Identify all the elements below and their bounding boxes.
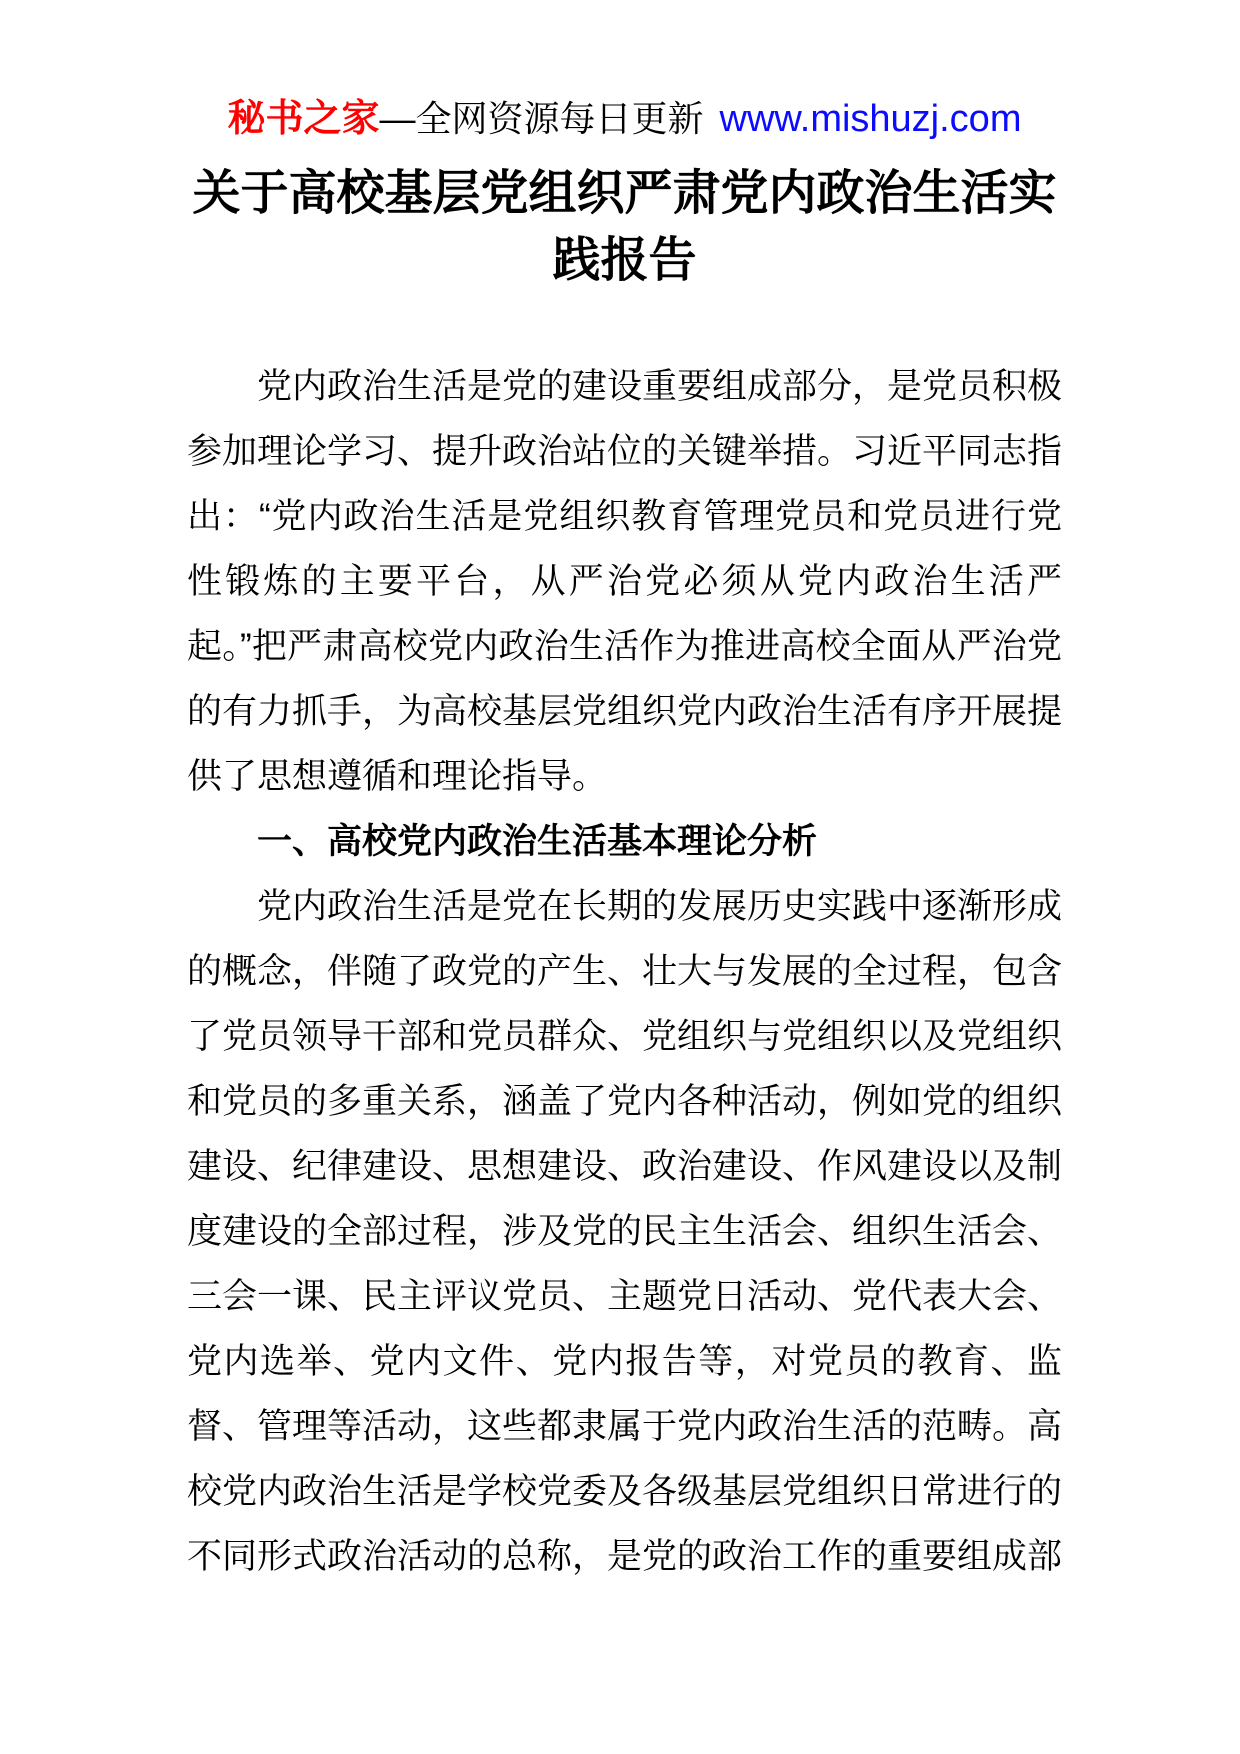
paragraph-intro: 党内政治生活是党的建设重要组成部分，是党员积极参加理论学习、提升政治站位的关键举措。习近平同志指出：“党内政治生活是党组织教育管理党员和党员进行党性锻炼的主要平台，从严治党必须从党内政治生活严起。”把严肃高校党内政治生活作为推进高校全面从严治党的有力抓手，为高校基层党组织党内政治生活有序开展提供了思想遵循和理论指导。 xyxy=(187,367,1063,796)
document-body xyxy=(187,354,1062,1589)
section-heading-1: 一、高校党内政治生活基本理论分析 xyxy=(257,822,818,861)
page-header xyxy=(187,0,1062,144)
site-tagline: —全网资源每日更新 xyxy=(379,98,714,139)
site-name: 秘书之家 xyxy=(227,98,380,140)
site-url-link[interactable]: www.mishuzj.com xyxy=(719,98,1022,140)
paragraph-section-1-body: 党内政治生活是党在长期的发展历史实践中逐渐形成的概念，伴随了政党的产生、壮大与发展的全过程，包含了党员领导干部和党员群众、党组织与党组织以及党组织和党员的多重关系，涵盖了党内各种活动，例如党的组织建设、纪律建设、思想建设、政治建设、作风建设以及制度建设的全部过程，涉及党的民主生活会、组织生活会、三会一课、民主评议党员、主题党日活动、党代表大会、党内选举、党内文件、党内报告等，对党员的教育、监督、管理等活动，这些都隶属于党内政治生活的范畴。高校党内政治生活是学校党委及各级基层党组织日常进行的不同形式政治活动的总称，是党的政治工作的重要组成部 xyxy=(187,887,1063,1576)
document-title: 关于高校基层党组织严肃党内政治生活实践报告 xyxy=(192,167,1057,287)
